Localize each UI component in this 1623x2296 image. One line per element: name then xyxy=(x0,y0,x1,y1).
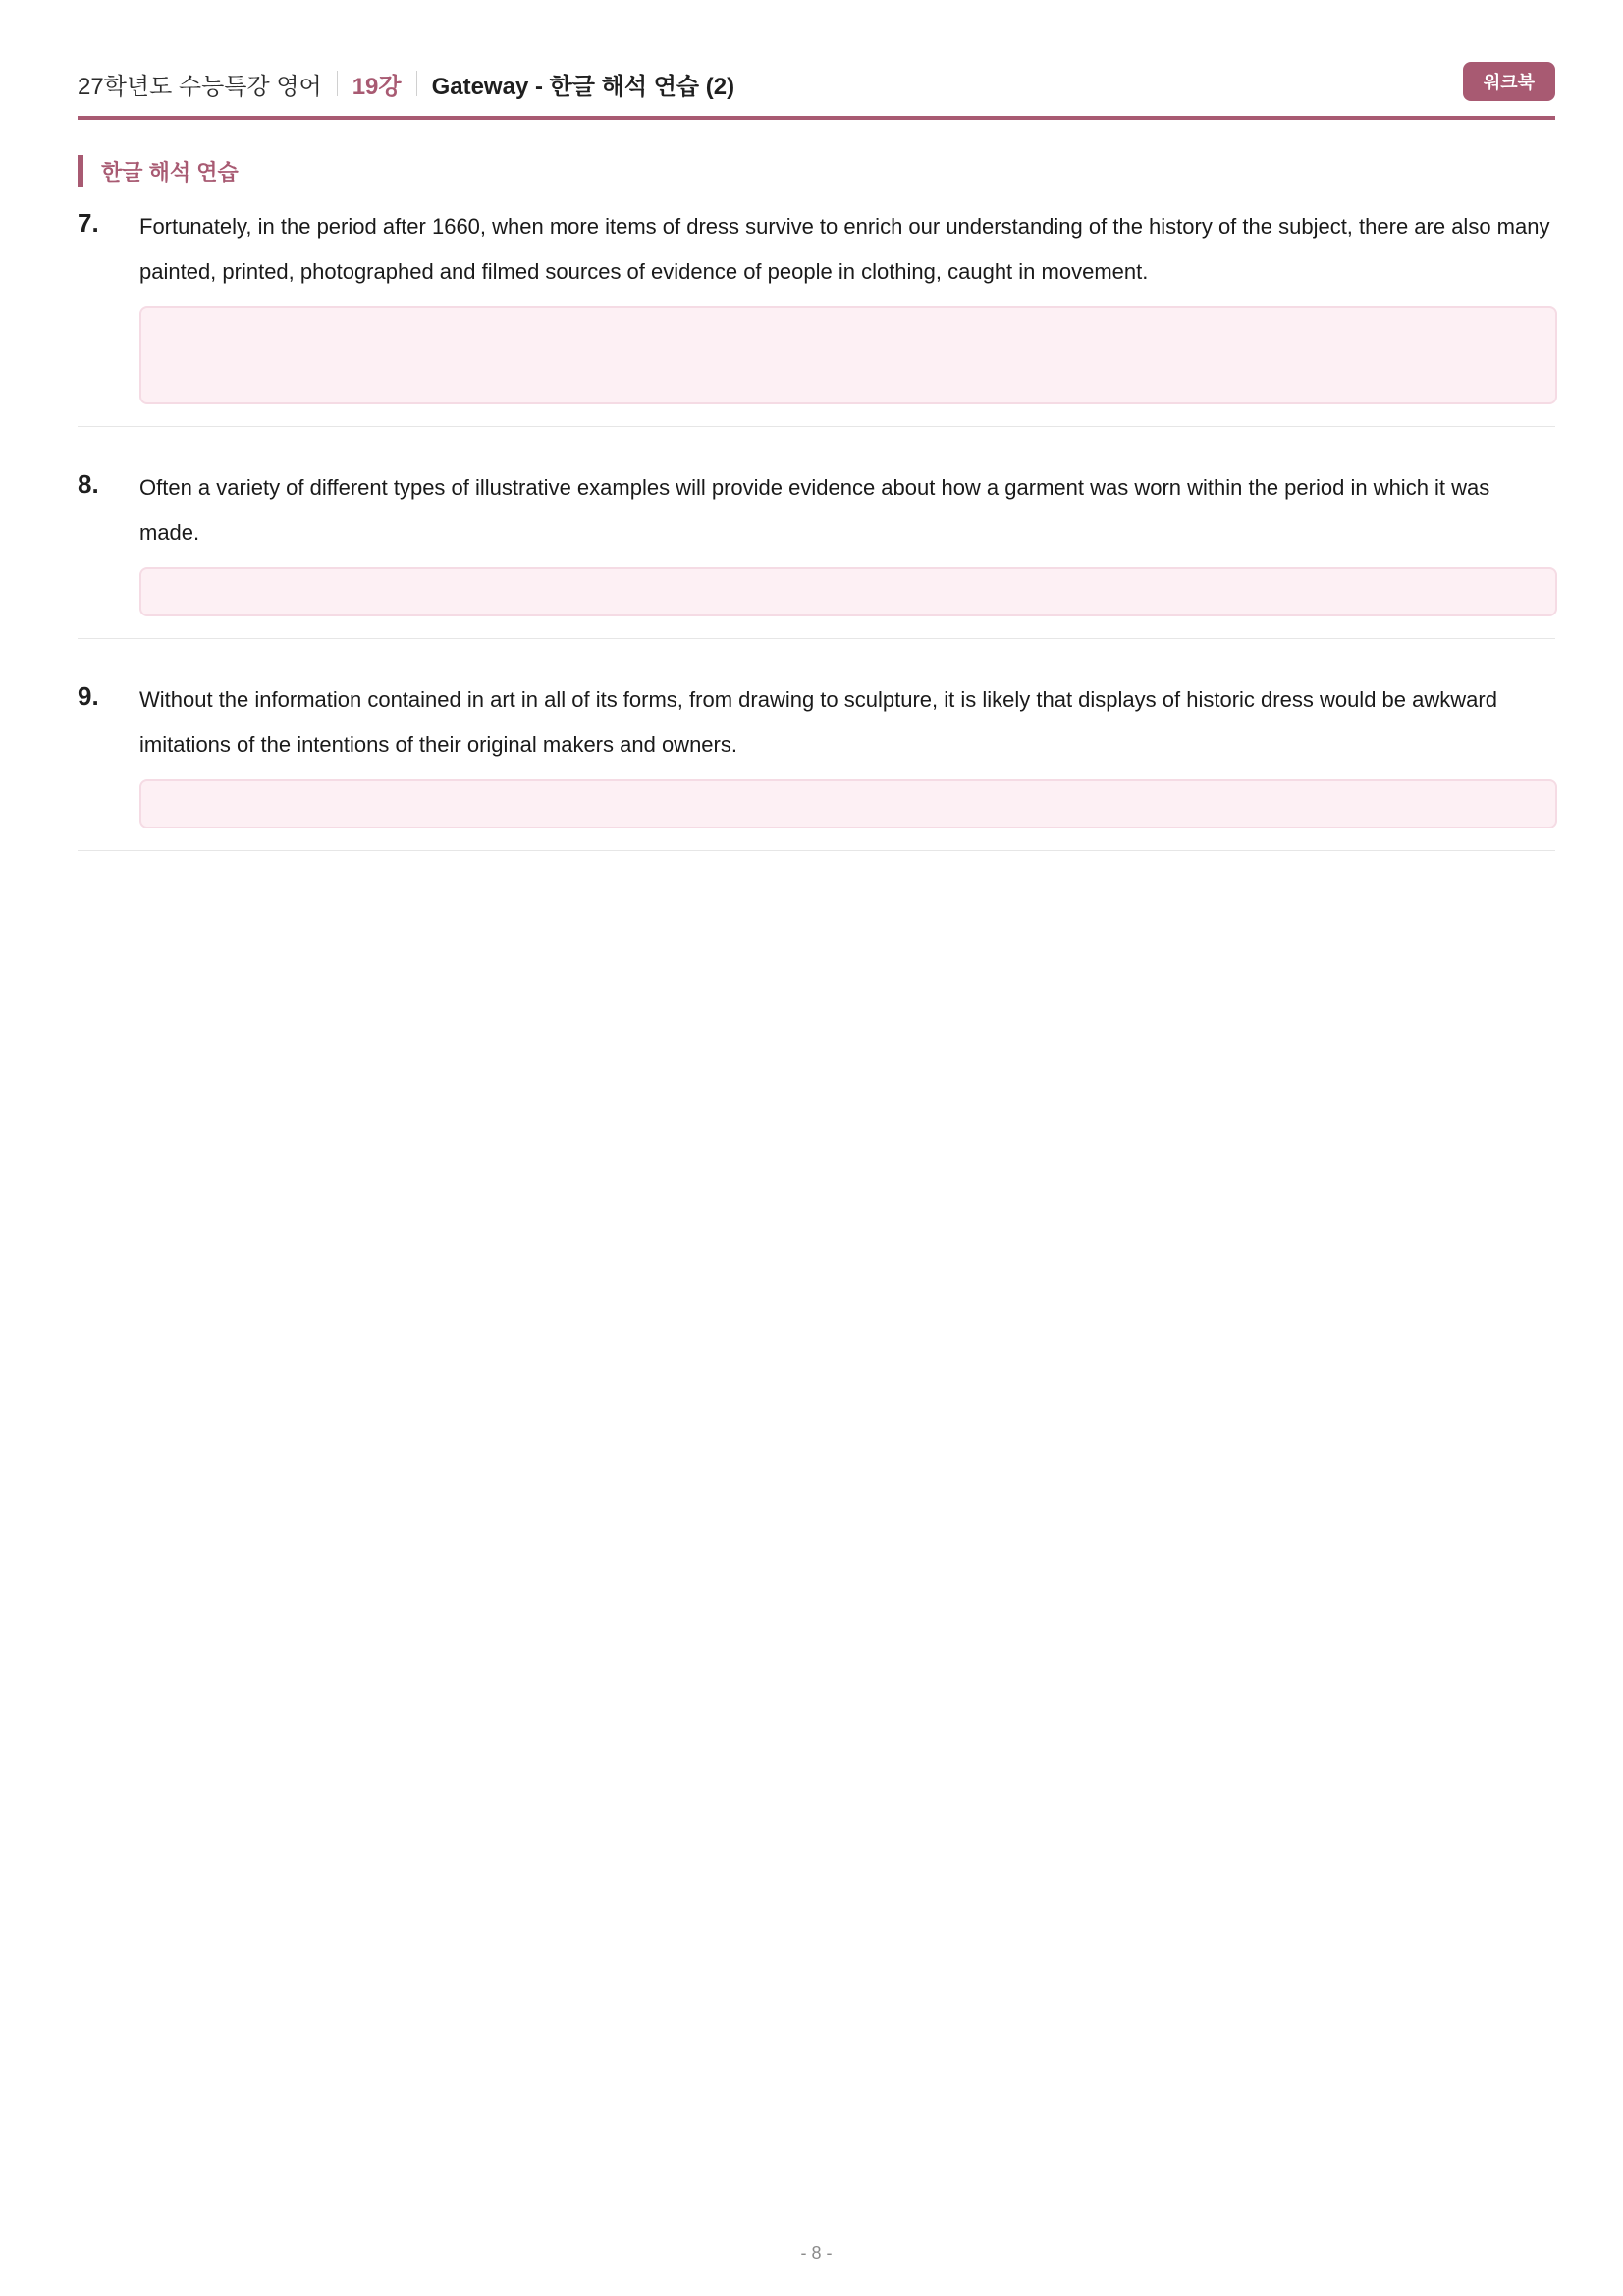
page-number: - 8 - xyxy=(800,2243,833,2263)
section-label: 한글 해석 연습 xyxy=(78,155,239,187)
item-sentence: Without the information contained in art in all of its forms, from drawing to sculpture, it is likely that displays of historic dress would be awkward imitations of the intentions of their original makers and owners. xyxy=(139,687,1497,757)
answer-box[interactable] xyxy=(139,567,1557,616)
item-number: 9. xyxy=(78,681,99,711)
exercise-item xyxy=(78,677,1555,851)
answer-box[interactable] xyxy=(139,306,1557,404)
item-number: 7. xyxy=(78,208,99,238)
lesson-number: 19강 xyxy=(352,73,402,100)
item-sentence: Fortunately, in the period after 1660, when more items of dress survive to enrich our understanding of the history of the subject, there are also many painted, printed, photographed and filmed sources of evidence of people in clothing, caught in movement. xyxy=(139,214,1550,284)
header-breadcrumb xyxy=(78,59,734,108)
item-number: 8. xyxy=(78,469,99,499)
page-title: Gateway - 한글 해석 연습 (2) xyxy=(431,73,735,100)
item-sentence: Often a variety of different types of illustrative examples will provide evidence about how a garment was worn within the period in which it was made. xyxy=(139,475,1490,545)
answer-box[interactable] xyxy=(139,779,1557,828)
worksheet-page xyxy=(78,0,1555,2296)
workbook-badge: 워크북 xyxy=(1463,62,1555,101)
header-divider xyxy=(337,71,338,96)
exercise-item xyxy=(78,465,1555,639)
header-divider xyxy=(416,71,417,96)
course-name: 27학년도 수능특강 영어 xyxy=(78,73,322,100)
exercise-item xyxy=(78,204,1555,427)
page-header xyxy=(78,59,1555,120)
